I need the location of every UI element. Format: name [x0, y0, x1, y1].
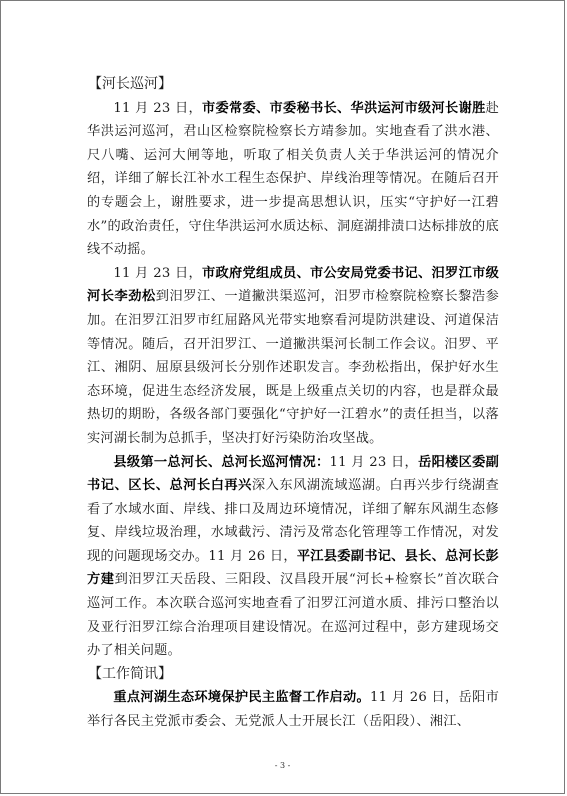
paragraph-county-inspection: [87, 451, 499, 663]
paragraph-bold-text: 岳阳楼区委副书记、区长、总河长白再兴: [87, 454, 500, 494]
paragraph-text: 汨罗市检察院检察长黎浩参加。: [87, 289, 500, 328]
section-heading-hezhang-xunhe: 【河长巡河】: [88, 76, 172, 92]
paragraph-text: 深入东风湖流域巡湖。白再兴步行绕湖查看了水域水面、岸线、排口及周边环境情况，详细了解东风湖生态修复、岸线垃圾治理，水域截污、清污及常态化管理等工作情况，对发现的问题现场交办。11 月 26 日，: [87, 478, 499, 564]
paragraph-xie-sheng: [87, 97, 499, 262]
paragraph-bold-text: 平江县委副书记、县长、总河长彭方建: [87, 548, 499, 588]
paragraph-bold-text: 县级第一总河长、总河长巡河情况：: [113, 454, 330, 470]
section-heading-gongzuo-jianxun: 【工作简讯】: [88, 665, 172, 682]
page-number: - 3 -: [274, 761, 291, 770]
paragraph-bold-text: 市政府党组成员、市公安局党委书记、汨罗江市级河长李劲松: [87, 265, 500, 305]
paragraph-text: 到汨罗江天岳段、三阳段、汉昌段开展“河长+检察长”首次联合巡河工作。本次联合巡河实地查看了汨罗江河道水质、排污口整治以及亚行汨罗江综合治理项目建设情况。在巡河过程中，彭方建现场交办了相关问题。: [87, 572, 500, 659]
paragraph-text: 到汨罗江、一道撇洪渠巡河，: [155, 289, 335, 305]
paragraph-bold-text: 重点河湖生态环境保护民主监督工作启动。: [113, 690, 370, 706]
paragraph-text: 11 月 23 日，: [113, 265, 202, 281]
paragraph-text: 11 月 23 日，: [113, 100, 202, 116]
paragraph-text: 11 月 26 日，岳阳市举行各民主党派市委会、无党派人士开展长江（岳阳段）、湘江、: [87, 690, 500, 730]
paragraph-li-jinsong: [87, 262, 499, 451]
paragraph-text: 11 月 23 日，: [329, 454, 419, 470]
paragraph-democratic-supervision: [87, 686, 499, 733]
paragraph-text: 在汨罗江汨罗市红屈路风光带实地察看河堤防洪建设、河道保洁等情况。随后，召开汨罗江、一道撇洪渠河长制工作会议。汨罗、平江、湘阴、屈原县级河长分别作述职发言。李劲松指出，保护好水生态环境，促进生态经济发展，既是上级重点关切的内容，也是群众最热切的期盼，各级各部门要强化“守护好一江碧水”的责任担当，以落实河湖长制为总抓手，坚决打好污染防治攻坚战。: [87, 312, 500, 446]
paragraph-bold-text: 市委常委、市委秘书长、华洪运河市级河长谢胜: [202, 100, 486, 116]
page-content: [87, 73, 499, 734]
paragraph-text: 赴华洪运河巡河，君山区检察院检察长方靖参加。实地查看了洪水港、尺八嘴、运河大闸等地，听取了相关负责人关于华洪运河的情况介绍，详细了解长江补水工程生态保护、岸线治理等情况。在随后召开的专题会上，谢胜要求，进一步提高思想认识，压实“守护好一江碧水”的政治责任，守住华洪运河水质达标、洞庭湖排渍口达标排放的底线不动摇。: [87, 100, 500, 258]
